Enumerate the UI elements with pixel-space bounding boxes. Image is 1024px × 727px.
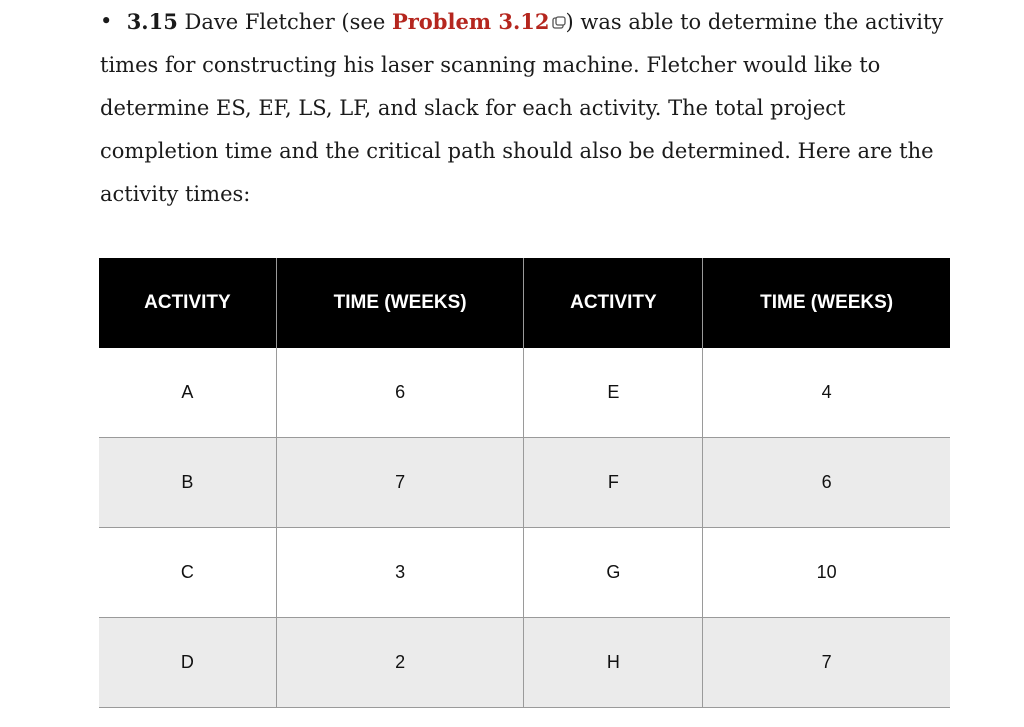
- bullet: •: [100, 9, 113, 33]
- text-after-link: ) was able to determine the activity: [565, 10, 944, 34]
- problem-line-5: activity times:: [100, 182, 251, 206]
- time-cell: 10: [703, 528, 950, 618]
- header-time-2: TIME (WEEKS): [703, 258, 950, 348]
- activity-cell: F: [524, 438, 703, 528]
- time-cell: 3: [276, 528, 524, 618]
- activity-cell: C: [99, 528, 276, 618]
- problem-statement: [100, 0, 970, 216]
- table-header-row: [99, 258, 950, 348]
- problem-line-4: completion time and the critical path should also be determined. Here are the: [100, 139, 934, 163]
- activity-cell: H: [524, 618, 703, 708]
- problem-line-2: times for constructing his laser scanning machine. Fletcher would like to: [100, 53, 881, 77]
- header-time-1: TIME (WEEKS): [276, 258, 524, 348]
- header-activity-1: ACTIVITY: [99, 258, 276, 348]
- table-row: [99, 438, 950, 528]
- activity-cell: A: [99, 348, 276, 438]
- time-cell: 7: [703, 618, 950, 708]
- time-cell: 4: [703, 348, 950, 438]
- activity-cell: D: [99, 618, 276, 708]
- link-label[interactable]: Problem 3.12: [391, 9, 550, 34]
- problem-3-12-link[interactable]: [392, 9, 566, 34]
- header-activity-2: ACTIVITY: [524, 258, 703, 348]
- activity-times-table: [99, 258, 950, 708]
- table-row: [99, 618, 950, 708]
- table-row: [99, 528, 950, 618]
- activity-cell: G: [524, 528, 703, 618]
- text-before-link: Dave Fletcher (see: [177, 10, 392, 34]
- activity-cell: E: [524, 348, 703, 438]
- problem-line-3: determine ES, EF, LS, LF, and slack for each activity. The total project: [100, 96, 846, 120]
- table-row: [99, 348, 950, 438]
- problem-number: 3.15: [126, 9, 178, 34]
- time-cell: 6: [276, 348, 524, 438]
- time-cell: 6: [703, 438, 950, 528]
- external-link-icon[interactable]: [552, 16, 566, 30]
- activity-cell: B: [99, 438, 276, 528]
- time-cell: 7: [276, 438, 524, 528]
- time-cell: 2: [276, 618, 524, 708]
